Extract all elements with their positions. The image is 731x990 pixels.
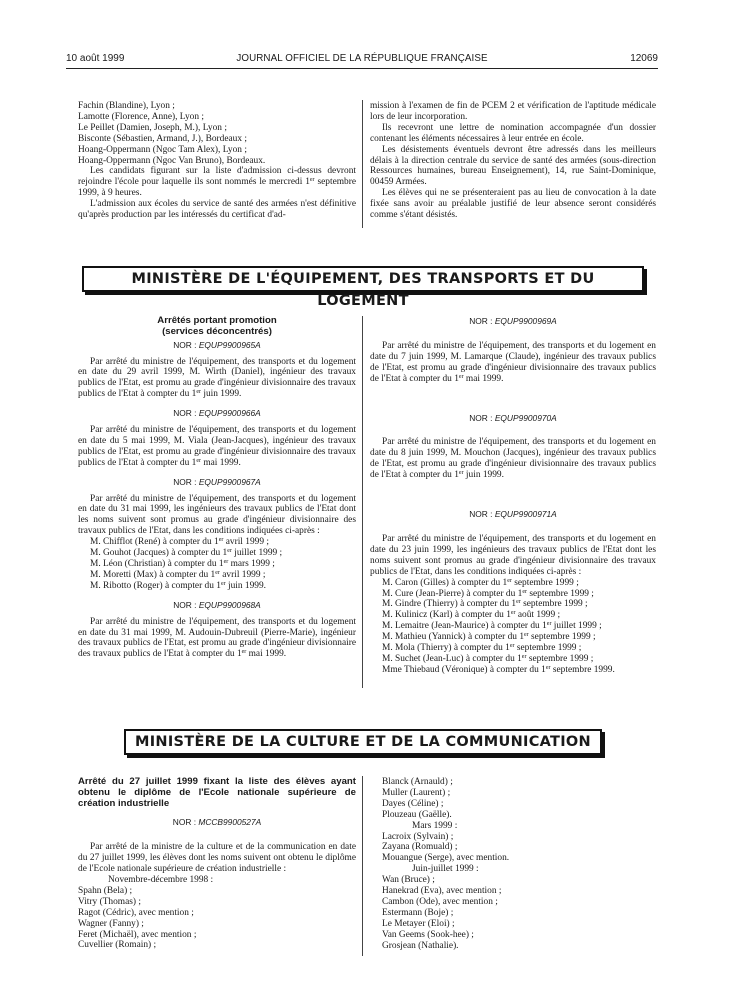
paragraph: mission à l'examen de fin de PCEM 2 et vérification de l'aptitude médicale lors de leur incorporation.: [370, 101, 656, 122]
promotion-list: [370, 578, 656, 676]
nor-reference: [370, 509, 656, 520]
list-item: M. Mola (Thierry) à compter du 1er septembre 1999 ;: [382, 643, 582, 654]
list-item: M. Mathieu (Yannick) à compter du 1er septembre 1999 ;: [382, 632, 596, 643]
list-item: M. Gindre (Thierry) à compter du 1er septembre 1999 ;: [382, 599, 588, 610]
nor-reference: [78, 817, 356, 828]
column-divider: [362, 776, 363, 956]
admission-list: [78, 101, 356, 166]
spacer: [370, 333, 656, 341]
nor-label: NOR :: [469, 316, 493, 326]
page-header: [66, 53, 658, 67]
column-divider: [362, 100, 363, 228]
nor-label: NOR :: [173, 339, 197, 350]
paragraph: Les désistements éventuels devront être adressés dans les meilleurs délais à la direction centrale du service de santé des armées (sous-direction Ressources humaines, bureau Enseignement), 14, rue Saint-Dominique, 00459 Armées.: [370, 144, 656, 188]
nor-code: EQUP9900967A: [198, 476, 261, 487]
list-item: Spahn (Bela) ;: [78, 885, 133, 896]
nor-code: EQUP9900965A: [198, 339, 261, 350]
nor-label: NOR :: [173, 599, 197, 610]
nor-label: NOR :: [173, 408, 197, 419]
list-item: M. Gouhot (Jacques) à compter du 1er juillet 1999 ;: [90, 548, 283, 559]
nor-code: MCCB9900527A: [198, 817, 262, 828]
list-item: Cuvellier (Romain) ;: [78, 940, 157, 951]
session-heading: Juin-juillet 1999 :: [412, 864, 479, 875]
decree-text: Par arrêté du ministre de l'équipement, des transports et du logement en date du 31 mai 1999, les ingénieurs des travaux publics de l'Etat dont les noms suivent sont promus au grade d'ingénieur divisionnaire des travaux publics de l'Etat, dans les conditions indiquées ci-après :: [78, 493, 356, 537]
nor-reference: [78, 477, 356, 488]
nor-reference: [78, 408, 356, 419]
list-item: Ragot (Cédric), avec mention ;: [78, 907, 194, 918]
spacer: [370, 481, 656, 501]
list-item: M. Ribotto (Roger) à compter du 1er juin 1999.: [90, 580, 267, 591]
list-item: M. Caron (Gilles) à compter du 1er septembre 1999 ;: [382, 577, 579, 588]
list-item: Dayes (Céline) ;: [382, 798, 444, 809]
list-item: Le Peillet (Damien, Joseph, M.), Lyon ;: [78, 122, 227, 133]
list-item: Feret (Michaël), avec mention ;: [78, 929, 197, 940]
list-item: Hanekrad (Eva), avec mention ;: [382, 886, 502, 897]
list-item: M. Cure (Jean-Pierre) à compter du 1er septembre 1999 ;: [382, 588, 594, 599]
decree-text: Par arrêté du ministre de l'équipement, des transports et du logement en date du 7 juin 1999, M. Lamarque (Claude), ingénieur des travaux publics de l'Etat, est promu au grade d'ingénieur divisionnaire des travaux publics de l'Etat à compter du 1er mai 1999.: [370, 340, 656, 384]
spacer: [370, 385, 656, 405]
list-item: Mme Thiebaud (Véronique) à compter du 1er septembre 1999.: [382, 664, 615, 675]
list-item: Grosjean (Nathalie).: [382, 940, 459, 951]
paragraph: Les candidats figurant sur la liste d'admission ci-dessus devront rejoindre l'école pour laquelle ils sont nommés le mercredi 1er septembre 1999, à 9 heures.: [78, 166, 356, 199]
column-divider: [362, 316, 363, 688]
header-rule: [66, 68, 658, 69]
header-page-number: 12069: [630, 53, 658, 64]
spacer: [370, 429, 656, 437]
nor-label: NOR :: [173, 476, 197, 487]
list-item: M. Léon (Christian) à compter du 1er mars 1999 ;: [90, 559, 275, 569]
decree-text: Par arrêté du ministre de l'équipement, des transports et du logement en date du 29 avril 1999, M. Wirth (Daniel), ingénieur des travaux publics de l'Etat, est promu au grade d'ingénieur divisionnaire des travaux publics de l'Etat à compter du 1er juin 1999.: [78, 356, 356, 400]
nor-code: EQUP9900970A: [494, 412, 557, 423]
list-item: Van Geems (Sook-hee) ;: [382, 929, 474, 940]
nor-code: EQUP9900971A: [494, 509, 557, 520]
paragraph: Les élèves qui ne se présenteraient pas au lieu de convocation à la date fixée sans avoir au préalable justifié de leur absence seront considérés comme s'étant désistés.: [370, 188, 656, 221]
equipement-left-column: [78, 316, 356, 660]
top-left-column: [78, 101, 356, 221]
list-item: Cambon (Ode), avec mention ;: [382, 896, 498, 907]
list-item: Muller (Laurent) ;: [382, 787, 451, 798]
list-item: Wagner (Fanny) ;: [78, 918, 144, 929]
section-heading: [78, 316, 356, 338]
section-heading: Arrêté du 27 juillet 1999 fixant la liste des élèves ayant obtenu le diplôme de l'Ecole nationale supérieure de création industrielle: [78, 776, 356, 809]
equipement-right-column: [370, 316, 656, 676]
graduate-list: [382, 875, 656, 951]
nor-code: EQUP9900966A: [198, 408, 261, 419]
spacer: [78, 834, 356, 842]
nor-code: EQUP9900968A: [198, 599, 261, 610]
list-item: Estermann (Boje) ;: [382, 907, 454, 918]
list-item: M. Suchet (Jean-Luc) à compter du 1er septembre 1999 ;: [382, 653, 594, 664]
session-heading: Mars 1999 :: [412, 820, 458, 831]
nor-code: EQUP9900969A: [494, 316, 557, 326]
list-item: Vitry (Thomas) ;: [78, 896, 141, 907]
header-journal-title: JOURNAL OFFICIEL DE LA RÉPUBLIQUE FRANÇAISE: [236, 53, 488, 64]
nor-reference: [370, 316, 656, 327]
list-item: M. Kulinicz (Karl) à compter du 1er août 1999 ;: [382, 610, 561, 621]
top-right-column: [370, 101, 656, 221]
promotion-list: [78, 537, 356, 592]
ministry-heading-equipement: MINISTÈRE DE L'ÉQUIPEMENT, DES TRANSPORTS ET DU LOGEMENT: [82, 266, 644, 292]
list-item: Hoang-Oppermann (Ngoc Tam Alex), Lyon ;: [78, 144, 247, 155]
decree-text: Par arrêté du ministre de l'équipement, des transports et du logement en date du 23 juin 1999, les ingénieurs des travaux publics de l'Etat dont les noms suivent sont promus au grade d'ingénieur divisionnaire des travaux publics de l'Etat, dans les conditions indiquées ci-après :: [370, 533, 656, 577]
culture-right-column: [382, 777, 656, 952]
list-item: Blanck (Arnauld) ;: [382, 777, 453, 787]
paragraph: L'admission aux écoles du service de santé des armées n'est définitive qu'après production par les intéressés du certificat d'ad-: [78, 199, 356, 221]
list-item: Le Metayer (Eloi) ;: [382, 918, 455, 929]
heading-line: (services déconcentrés): [162, 325, 272, 337]
list-item: Zayana (Romuald) ;: [382, 842, 458, 853]
graduate-list: [78, 886, 356, 951]
list-item: Lacroix (Sylvain) ;: [382, 831, 454, 842]
header-date: 10 août 1999: [66, 53, 125, 64]
graduate-list: [382, 832, 656, 865]
list-item: Wan (Bruce) ;: [382, 875, 435, 886]
graduate-list: [382, 777, 656, 821]
list-item: Mouanguе (Serge), avec mention.: [382, 853, 510, 864]
decree-text: Par arrêté du ministre de l'équipement, des transports et du logement en date du 31 mai 1999, M. Audouin-Dubreuil (Pierre-Marie), ingénieur des travaux publics de l'Etat, est promu au grade d'ingénieur divisionnaire des travaux publics de l'Etat à compter du 1er mai 1999.: [78, 616, 356, 660]
nor-label: NOR :: [469, 412, 493, 423]
nor-reference: [370, 413, 656, 424]
nor-label: NOR :: [469, 509, 493, 520]
decree-text: Par arrêté du ministre de l'équipement, des transports et du logement en date du 5 mai 1999, M. Viala (Jean-Jacques), ingénieur des travaux publics de l'Etat, est promu au grade d'ingénieur divisionnaire des travaux publics de l'Etat à compter du 1er mai 1999.: [78, 425, 356, 468]
list-item: Lamotte (Florence, Anne), Lyon ;: [78, 111, 205, 122]
spacer: [370, 526, 656, 534]
session-heading: Novembre-décembre 1998 :: [108, 875, 214, 886]
list-item: M. Moretti (Max) à compter du 1er avril 1999 ;: [90, 569, 266, 580]
nor-reference: [78, 600, 356, 611]
decree-text: Par arrêté de la ministre de la culture et de la communication en date du 27 juillet 1999, les élèves dont les noms suivent ont obtenu le diplôme de l'Ecole nationale supérieure de création industrielle :: [78, 842, 356, 875]
list-item: Fachin (Blandine), Lyon ;: [78, 101, 175, 111]
list-item: M. Chifflot (René) à compter du 1er avril 1999 ;: [90, 537, 269, 548]
nor-label: NOR :: [172, 817, 197, 828]
list-item: M. Lemaitre (Jean-Maurice) à compter du 1er juillet 1999 ;: [382, 621, 602, 632]
nor-reference: [78, 340, 356, 351]
culture-left-column: [78, 777, 356, 951]
list-item: Hoang-Oppermann (Ngoc Van Bruno), Bordeaux.: [78, 155, 266, 166]
heading-line: Arrêtés portant promotion: [157, 315, 277, 326]
decree-text: Par arrêté du ministre de l'équipement, des transports et du logement en date du 8 juin 1999, M. Mouchon (Jacques), ingénieur des travaux publics de l'Etat, est promu au grade d'ingénieur divisionnaire des travaux publics de l'Etat à compter du 1er juin 1999.: [370, 437, 656, 481]
paragraph: Ils recevront une lettre de nomination accompagnée d'un dossier contenant les éléments nécessaires à leur entrée en école.: [370, 122, 656, 144]
list-item: Bisconte (Sébastien, Armand, J.), Bordeaux ;: [78, 133, 247, 144]
list-item: Plouzeau (Gaëlle).: [382, 809, 452, 820]
ministry-heading-culture: MINISTÈRE DE LA CULTURE ET DE LA COMMUNICATION: [124, 729, 602, 755]
